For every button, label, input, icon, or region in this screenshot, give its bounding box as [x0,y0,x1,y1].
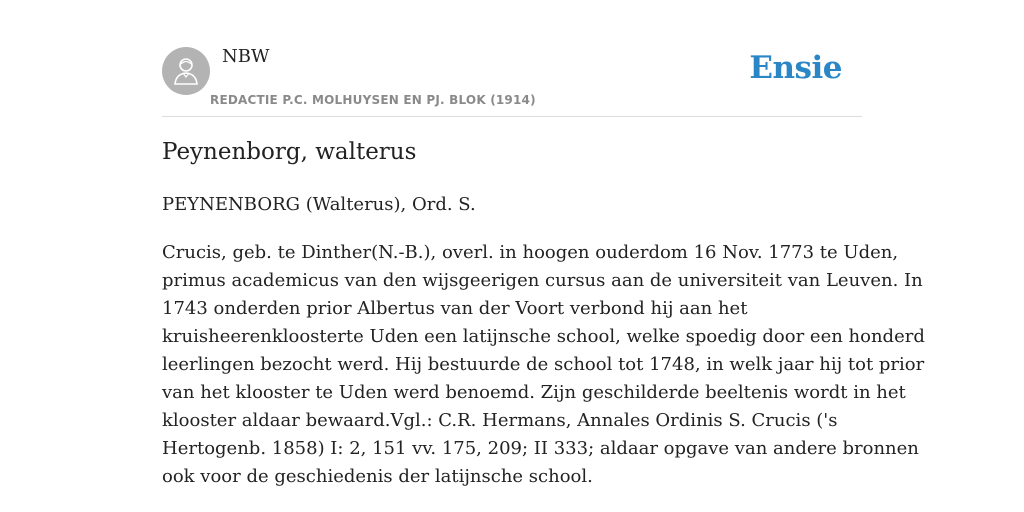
body-line: primus academicus van den wijsgeerigen cursus aan de universiteit van Leuven. In [162,270,923,291]
person-outline-icon [173,56,199,86]
body-line: 1743 onderden prior Albertus van der Voort verbond hij aan het [162,298,748,319]
body-line: Hertogenb. 1858) I: 2, 151 vv. 175, 209; II 333; aldaar opgave van andere bronnen [162,438,919,459]
page [162,0,925,487]
source-header [162,0,862,117]
avatar [162,47,210,95]
body-line: kruisheerenkloosterte Uden een latijnsche school, welke spoedig door een honderd [162,326,925,347]
body-line: leerlingen bezocht werd. Hij bestuurde de school tot 1748, in welk jaar hij tot prior [162,354,925,375]
article-lead: PEYNENBORG (Walterus), Ord. S. [162,194,476,215]
body-line: Crucis, geb. te Dinther(N.-B.), overl. in hoogen ouderdom 16 Nov. 1773 te Uden, [162,242,899,263]
ensie-logo-link[interactable]: Ensie [749,50,842,86]
body-line: ook voor de geschiedenis der latijnsche school. [162,466,593,487]
page-title: Peynenborg, walterus [162,139,417,165]
source-subtitle: REDACTIE P.C. MOLHUYSEN EN PJ. BLOK (1914) [210,93,536,107]
body-line: van het klooster te Uden werd benoemd. Zijn geschilderde beeltenis wordt in het [162,382,906,403]
source-name[interactable]: NBW [222,46,270,67]
article-body [162,239,925,491]
body-line: klooster aldaar bewaard.Vgl.: C.R. Hermans, Annales Ordinis S. Crucis ('s [162,410,838,431]
